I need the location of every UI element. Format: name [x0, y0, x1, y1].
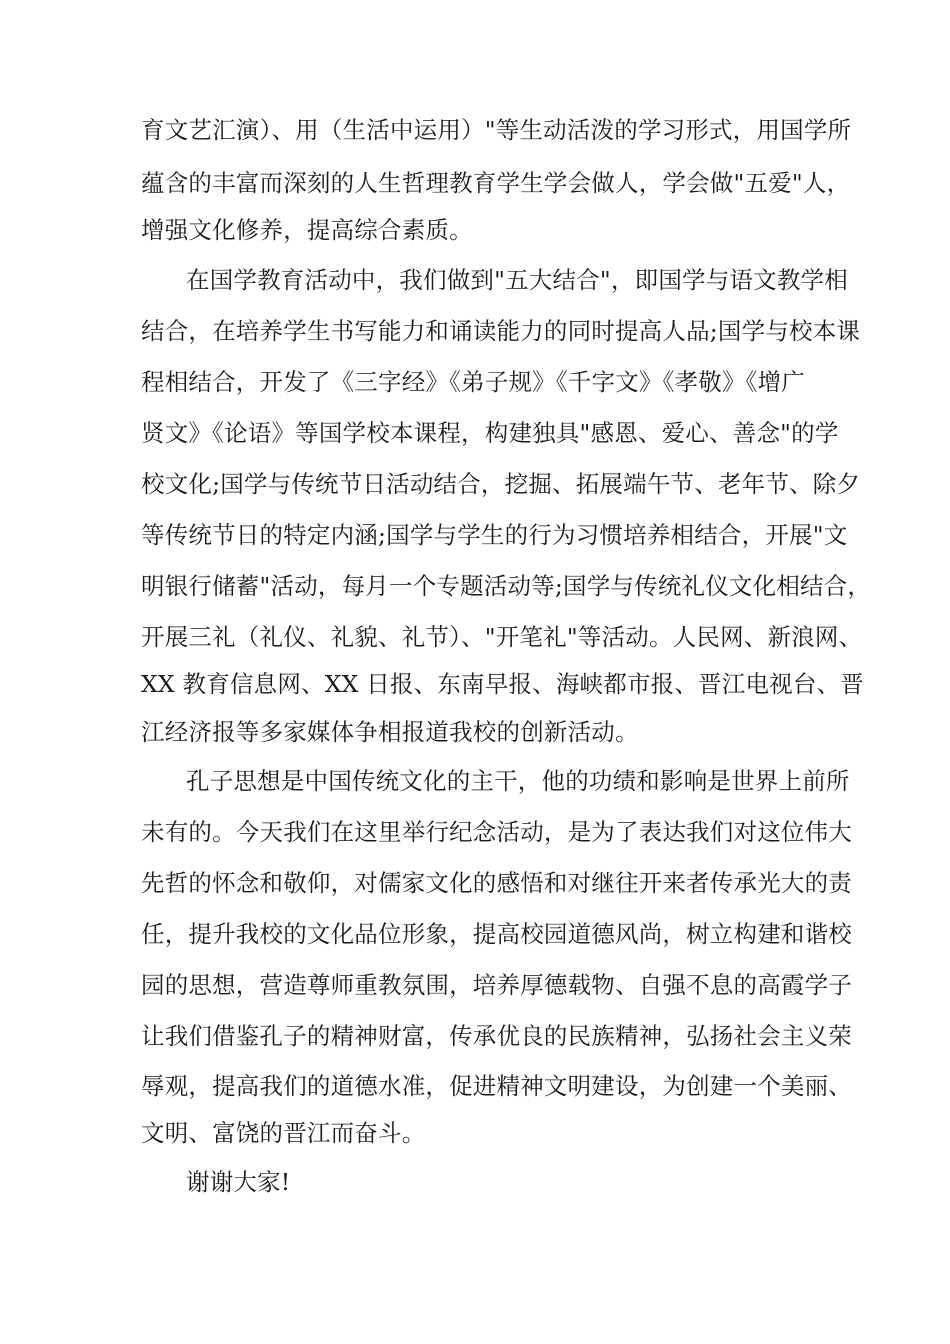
- paragraph-start-line: 在国学教育活动中，我们做到"五大结合"，即国学与语文教学相: [186, 266, 848, 294]
- body-text-line: 任，提升我校的文化品位形象，提高校园道德风尚，树立构建和谐校: [141, 920, 852, 948]
- body-text-line: 文明、富饶的晋江而奋斗。: [141, 1119, 426, 1147]
- body-text-line: 开展三礼（礼仪、礼貌、礼节）、"开笔礼"等活动。人民网、新浪网、: [141, 623, 863, 651]
- body-text-line: 贤文》《论语》等国学校本课程，构建独具"感恩、爱心、善念"的学: [141, 419, 839, 447]
- body-text-line: 育文艺汇演）、用（生活中运用）"等生动活泼的学习形式，用国学所: [141, 116, 852, 144]
- body-text-line: 让我们借鉴孔子的精神财富，传承优良的民族精神，弘扬社会主义荣: [141, 1022, 852, 1050]
- body-text-line: 校文化;国学与传统节日活动结合，挖掘、拓展端午节、老年节、除夕: [141, 470, 861, 498]
- body-text-line: 等传统节日的特定内涵;国学与学生的行为习惯培养相结合，开展"文: [141, 521, 848, 549]
- body-text-line: 先哲的怀念和敬仰，对儒家文化的感悟和对继往开来者传承光大的责: [141, 869, 852, 897]
- body-text-line: 蕴含的丰富而深刻的人生哲理教育学生学会做人，学会做"五爱"人，: [141, 169, 851, 197]
- body-text-line: 增强文化修养，提高综合素质。: [141, 216, 473, 244]
- body-text-line: 未有的。今天我们在这里举行纪念活动，是为了表达我们对这位伟大: [141, 818, 852, 846]
- closing-line: 谢谢大家!: [186, 1168, 291, 1196]
- body-text-line: 明银行储蓄"活动，每月一个专题活动等;国学与传统礼仪文化相结合，: [141, 572, 872, 600]
- body-text-line: 园的思想，营造尊师重教氛围，培养厚德载物、自强不息的高霞学子: [141, 971, 852, 999]
- body-text-line: XX 教育信息网、XX 日报、东南早报、海峡都市报、晋江电视台、晋: [141, 670, 864, 698]
- body-text-line: 辱观，提高我们的道德水准，促进精神文明建设，为创建一个美丽、: [141, 1072, 852, 1100]
- body-text-line: 江经济报等多家媒体争相报道我校的创新活动。: [141, 718, 639, 746]
- paragraph-start-line: 孔子思想是中国传统文化的主干，他的功绩和影响是世界上前所: [186, 767, 850, 795]
- body-text-line: 程相结合，开发了《三字经》《弟子规》《千字文》《孝敬》《增广: [141, 368, 805, 396]
- body-text-line: 结合，在培养学生书写能力和诵读能力的同时提高人品;国学与校本课: [141, 317, 861, 345]
